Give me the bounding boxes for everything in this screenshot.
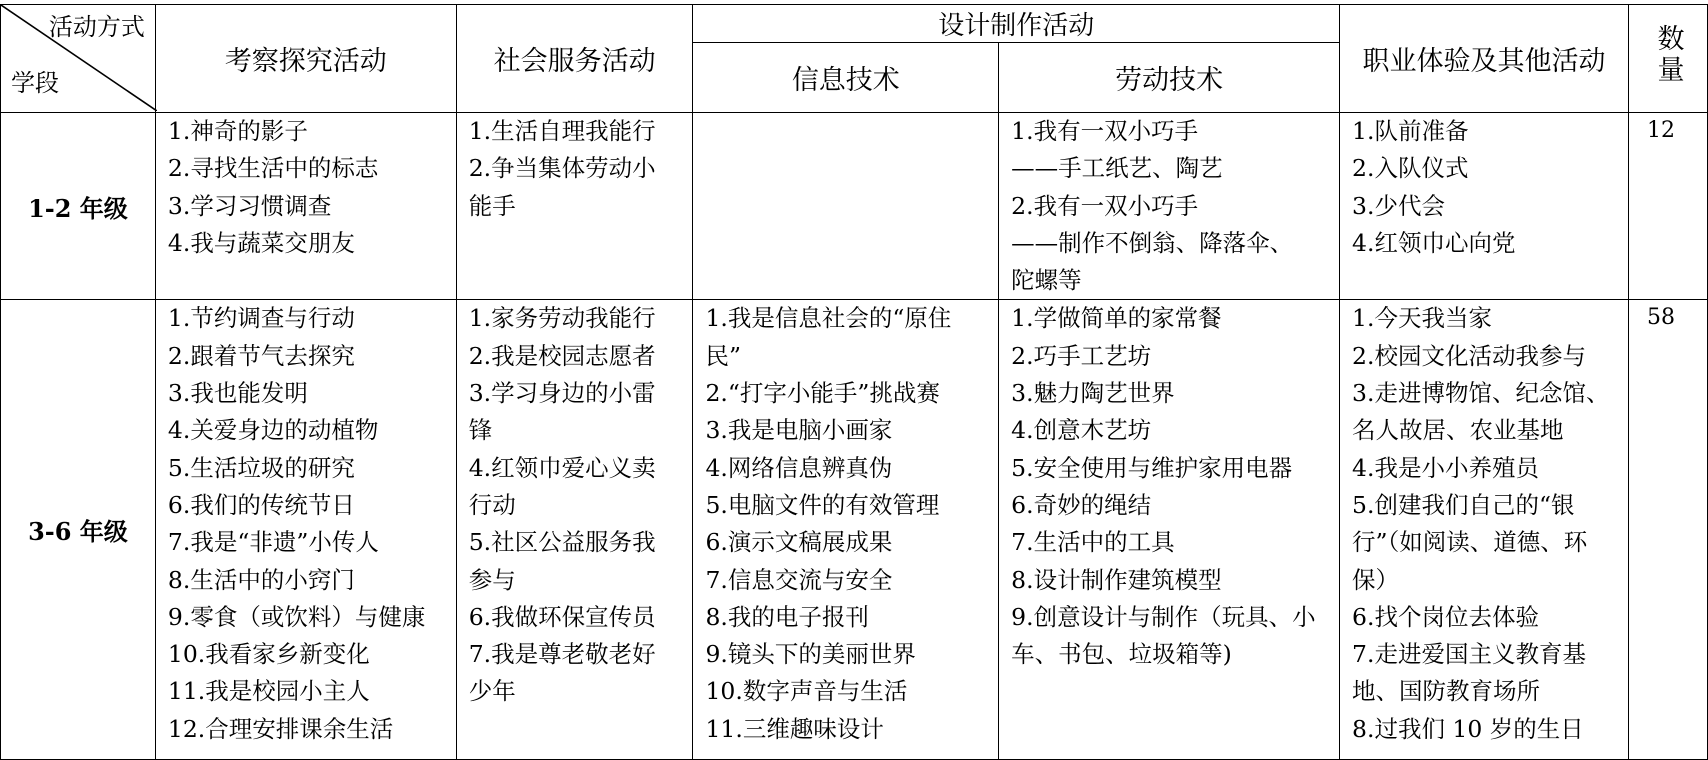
career-list [1340,113,1629,300]
activity-item: 2.我有一双小巧手 [1011,191,1199,220]
activity-item: 5.社区公益服务我 [468,528,656,557]
grade-label: 3-6 年级 [1,300,156,760]
count-value: 12 [1628,113,1707,300]
activity-item: 11.三维趣味设计 [705,714,884,743]
activity-item: 陀螺等 [1011,266,1082,295]
activity-item: 5.生活垃圾的研究 [167,453,355,482]
labor-list [999,113,1340,300]
activity-item: 2.我是校园志愿者 [468,341,656,370]
header-inquiry: 考察探究活动 [155,5,456,113]
activity-item: 2.“打字小能手”挑战赛 [705,379,940,408]
activity-item: 6.演示文稿展成果 [705,528,893,557]
activity-item: 3.学习习惯调查 [167,191,332,220]
activity-item: 保） [1352,565,1400,594]
activity-item: ——制作不倒翁、降落伞、 [1011,228,1294,257]
activity-item: 6.找个岗位去体验 [1352,602,1539,631]
activity-item: 2.巧手工艺坊 [1011,341,1152,370]
header-design: 设计制作活动 [693,5,1340,43]
activity-item: 3.走进博物馆、纪念馆、 [1352,379,1610,408]
activity-item: 3.我是电脑小画家 [705,416,893,445]
activity-item: 能手 [468,191,516,220]
activity-item: 车、书包、垃圾箱等) [1011,640,1232,669]
activity-item: 1.队前准备 [1352,117,1469,145]
activity-item: 8.生活中的小窍门 [167,565,355,594]
activity-item: 1.学做简单的家常餐 [1011,304,1222,333]
activity-item: 8.我的电子报刊 [705,602,869,631]
activity-item: 7.我是尊老敬老好 [468,640,656,669]
corner-header [1,5,156,113]
corner-top-label: 活动方式 [48,13,145,41]
inquiry-list [155,113,456,300]
info-list [693,300,999,760]
activity-table [0,4,1708,760]
activity-item: 地、国防教育场所 [1352,677,1541,706]
row-grade-3-6 [1,300,1708,760]
activity-item: 3.少代会 [1352,191,1445,220]
service-list [456,113,693,300]
activity-item: 5.创建我们自己的“银 [1352,490,1575,519]
activity-item: 1.神奇的影子 [167,117,308,145]
activity-item: 2.校园文化活动我参与 [1352,341,1586,370]
activity-item: 4.关爱身边的动植物 [167,416,379,445]
activity-item: 1.今天我当家 [1352,304,1492,333]
activity-item: 2.寻找生活中的标志 [167,154,379,183]
activity-item: 4.红领巾爱心义卖 [468,453,656,482]
activity-item: 7.走进爱国主义教育基 [1352,640,1586,669]
activity-item: 行”（如阅读、道德、环 [1352,528,1588,557]
activity-item: 11.我是校园小主人 [167,677,370,706]
header-service: 社会服务活动 [456,5,693,113]
row-grade-1-2 [1,113,1708,300]
activity-item: 4.我与蔬菜交朋友 [167,228,355,257]
activity-item: 7.信息交流与安全 [705,565,893,594]
info-list [693,113,999,300]
activity-item: 9.镜头下的美丽世界 [705,640,916,669]
activity-item: 3.我也能发明 [167,379,308,408]
activity-item: 1.我是信息社会的“原住 [705,304,952,333]
activity-item: 5.电脑文件的有效管理 [705,490,940,519]
activity-item: 10.我看家乡新变化 [167,640,370,669]
activity-item: 6.奇妙的绳结 [1011,490,1152,519]
header-labor: 劳动技术 [999,43,1340,113]
labor-list [999,300,1340,760]
activity-item: 行动 [468,490,516,519]
activity-item: 7.生活中的工具 [1011,528,1175,557]
activity-item: 3.魅力陶艺世界 [1011,379,1175,408]
header-career: 职业体验及其他活动 [1340,5,1629,113]
activity-item: 2.争当集体劳动小 [468,154,656,183]
activity-item: 8.设计制作建筑模型 [1011,565,1222,594]
activity-item: 4.我是小小养殖员 [1352,453,1539,482]
activity-item: 6.我做环保宣传员 [468,602,656,631]
header-count: 数量 [1628,5,1707,113]
activity-item: 4.红领巾心向党 [1352,228,1516,257]
activity-item: 1.节约调查与行动 [167,304,355,333]
activity-item: 4.网络信息辨真伪 [705,453,893,482]
activity-item: 2.跟着节气去探究 [167,341,355,370]
activity-item: 名人故居、农业基地 [1352,416,1564,445]
activity-item: 9.零食（或饮料）与健康 [167,602,426,631]
activity-item: 10.数字声音与生活 [705,677,908,706]
career-list [1340,300,1629,760]
activity-item: 1.生活自理我能行 [468,117,656,145]
activity-item: 少年 [468,677,516,706]
activity-item: 8.过我们 10 岁的生日 [1352,714,1584,743]
activity-item: 7.我是“非遗”小传人 [167,528,379,557]
activity-item: ——手工纸艺、陶艺 [1011,154,1223,183]
activity-item: 1.我有一双小巧手 [1011,117,1199,145]
activity-item: 4.创意木艺坊 [1011,416,1152,445]
activity-item: 5.安全使用与维护家用电器 [1011,453,1293,482]
corner-bottom-label: 学段 [11,69,59,97]
activity-item: 2.入队仪式 [1352,154,1469,183]
activity-item: 1.家务劳动我能行 [468,304,656,333]
activity-item: 12.合理安排课余生活 [167,714,394,743]
activity-item: 参与 [468,565,516,594]
activity-item: 3.学习身边的小雷 [468,379,656,408]
activity-item: 9.创意设计与制作（玩具、小 [1011,602,1316,631]
count-value: 58 [1628,300,1707,760]
activity-item: 民” [705,341,741,370]
inquiry-list [155,300,456,760]
service-list [456,300,693,760]
activity-item: 锋 [468,416,493,445]
grade-label: 1-2 年级 [1,113,156,300]
activity-item: 6.我们的传统节日 [167,490,355,519]
header-info: 信息技术 [693,43,999,113]
